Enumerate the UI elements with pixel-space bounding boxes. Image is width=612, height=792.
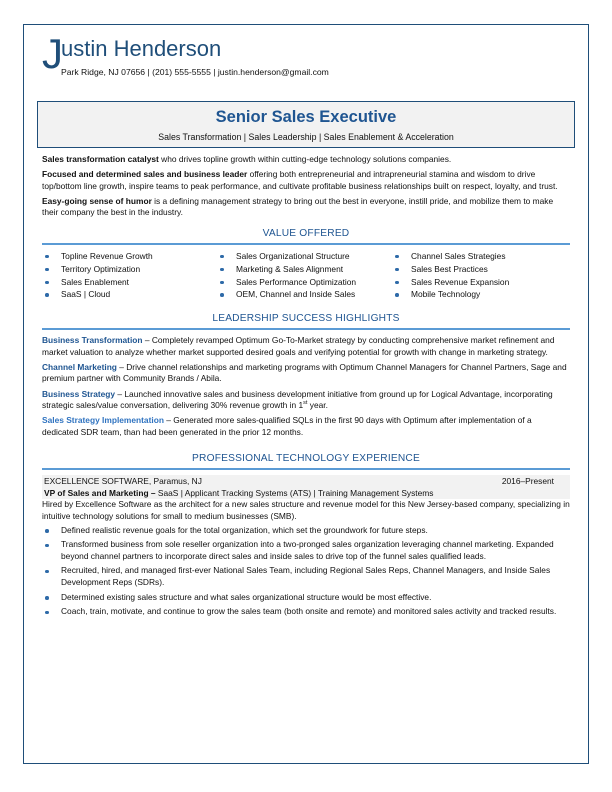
section-heading-value-offered: VALUE OFFERED	[42, 227, 570, 245]
summary-text: is a defining management strategy to bring out the best in everyone, instill pride, and mobilize them to make their company the best in the industry.	[42, 195, 554, 218]
value-item: Sales Revenue Expansion	[395, 276, 565, 289]
summary-bold: Easy-going sense of humor	[42, 195, 152, 206]
highlight-text: – Generated more sales-qualified SQLs in the first 90 days with Optimum after implementation of a dedicated SDR team, than had been generated in the prior 12 months.	[42, 415, 532, 437]
summary-text: offering both entrepreneurial and intrapreneurial stamina and wisdom to drive top/bottom line growth, inspire teams to peak performance, and cultivate profitable business relationships built on respect, loyalty, and trust.	[42, 169, 558, 191]
job-dates: 2016–Present	[501, 476, 554, 487]
summary-paragraph	[42, 169, 570, 192]
job-role: VP of Sales and Marketing –	[44, 488, 156, 499]
job-role-row	[44, 487, 568, 499]
job-bullets	[42, 525, 570, 618]
summary-section	[42, 154, 570, 219]
name-initial: J	[42, 30, 63, 77]
contact-info: Park Ridge, NJ 07656 | (201) 555-5555 | justin.henderson@gmail.com	[61, 67, 329, 77]
leadership-highlights	[42, 335, 570, 438]
value-column	[220, 250, 395, 301]
job-bullet: Determined existing sales structure and what sales organizational structure would be most effective.	[45, 592, 570, 604]
highlight-text: – Launched innovative sales and business development initiative from ground up for Logical Advantage, incorporating strategic sales/value conversation, delivering 30% revenue growth in 1	[42, 388, 553, 411]
value-item: Channel Sales Strategies	[395, 250, 565, 263]
highlight-label: Business Strategy	[42, 388, 116, 399]
value-item: Sales Performance Optimization	[220, 276, 395, 289]
value-item: Marketing & Sales Alignment	[220, 263, 395, 276]
value-item: OEM, Channel and Inside Sales	[220, 288, 395, 301]
summary-text: who drives topline growth within cutting-edge technology solutions companies.	[158, 154, 452, 164]
value-item: Mobile Technology	[395, 288, 565, 301]
job-title: Senior Sales Executive	[215, 108, 397, 126]
job-entry	[42, 475, 570, 617]
summary-paragraph	[42, 154, 570, 166]
value-offered-grid	[42, 250, 570, 301]
summary-bold: Focused and determined sales and business leader	[42, 169, 248, 180]
highlight-label: Sales Strategy Implementation	[42, 415, 164, 426]
value-item: Territory Optimization	[45, 263, 220, 276]
highlight-item	[42, 389, 570, 412]
highlight-item	[42, 362, 570, 385]
section-heading-experience: PROFESSIONAL TECHNOLOGY EXPERIENCE	[42, 452, 570, 470]
ordinal-suffix: st	[303, 400, 308, 407]
job-header-band	[42, 475, 570, 499]
value-item: Sales Best Practices	[395, 263, 565, 276]
highlight-text: – Completely revamped Optimum Go-To-Market strategy by conducting comprehensive market refinement and market valuation to analyze whether market supported desired goals and verifying potential for growth with change in marketing strategy.	[42, 335, 555, 357]
section-heading-leadership: LEADERSHIP SUCCESS HIGHLIGHTS	[42, 312, 570, 330]
job-role-detail: SaaS | Applicant Tracking Systems (ATS) | Training Management Systems	[155, 488, 434, 499]
title-subtitle: Sales Transformation | Sales Leadership | Sales Enablement & Acceleration	[158, 132, 454, 142]
value-item: Sales Organizational Structure	[220, 250, 395, 263]
highlight-text: – Drive channel relationships and marketing programs with Optimum Channel Managers for Channel Partners, Sage and premium partner with Community Brands / Abila.	[42, 361, 567, 384]
highlight-item	[42, 415, 570, 438]
job-company-row	[44, 475, 568, 487]
value-column	[45, 250, 220, 301]
highlight-text-after: year.	[307, 400, 328, 411]
highlight-item	[42, 335, 570, 358]
job-bullet: Recruited, hired, and managed first-ever National Sales Team, including Regional Sales Reps, Channel Managers, and Inside Sales Development Reps (SDRs).	[45, 565, 570, 588]
job-bullet: Defined realistic revenue goals for the total organization, which set the groundwork for future steps.	[45, 525, 570, 537]
summary-bold: Sales transformation catalyst	[42, 154, 159, 164]
value-column	[395, 250, 565, 301]
job-bullet: Coach, train, motivate, and continue to grow the sales team (both onsite and remote) and monitored sales activity and tracked results.	[45, 606, 570, 618]
highlight-label: Business Transformation	[42, 335, 143, 346]
highlight-label: Channel Marketing	[42, 361, 117, 372]
summary-paragraph	[42, 196, 570, 219]
value-item: Topline Revenue Growth	[45, 250, 220, 263]
value-item: SaaS | Cloud	[45, 288, 220, 301]
job-description: Hired by Excellence Software as the architect for a new sales structure and revenue model for this New Jersey-based company, specializing in intuitive technology solutions for small to medium businesses (SMB).	[42, 499, 570, 521]
value-item: Sales Enablement	[45, 276, 220, 289]
job-bullet: Transformed business from sole reseller organization into a two-pronged sales organization leveraging channel marketing. Expanded beyond channel partners to incorporate direct sales and inside sales to drive top of the funnel sales qualified leads.	[45, 539, 570, 562]
resume-body	[42, 154, 570, 621]
company-name: EXCELLENCE SOFTWARE, Paramus, NJ	[44, 476, 202, 487]
candidate-name: ustin Henderson	[61, 36, 222, 61]
title-banner	[37, 101, 575, 148]
